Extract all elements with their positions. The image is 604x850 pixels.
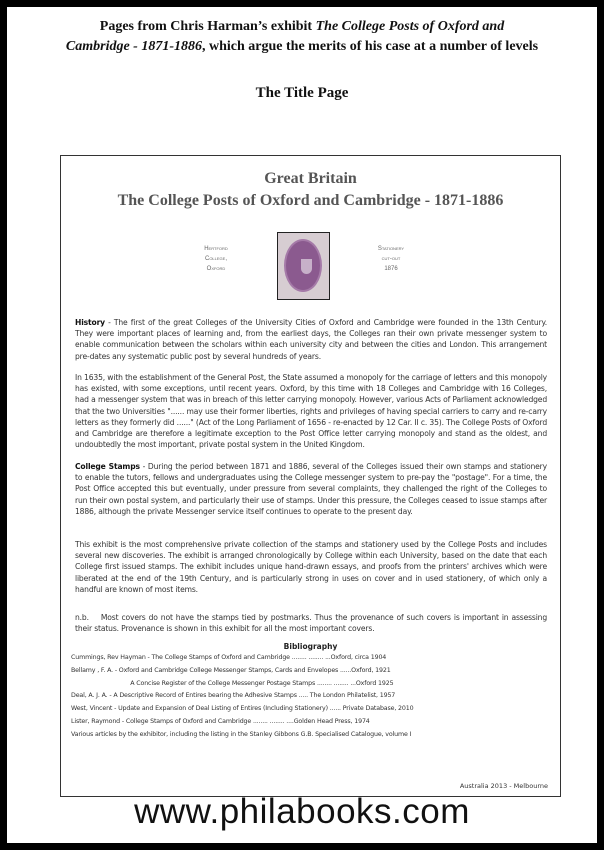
general-post-paragraph: In 1635, with the establishment of the General Post, the State assumed a monopoly for the carriage of letters and this monopoly has existed, with some exceptions, until recent years. Oxford, by this time with 18 Colleges and Cambridge with 16 Colleges, had a messenger system that was in breach of this letter carrying monopoly. However, various Acts of Parliament acknowledged that the two Universities "...... may use their former liberties, rights and privileges of having special carriers to carry and re-carry letters as they formerly did ......" (Act of the Long Parliament of 1656 - re-enacted by 12 Car. II c. 35). The College Posts of Oxford and Cambridge are therefore a legitimate exception to the Post Office letter carrying monopoly and stand as the oldest, and undoubtedly the most important, private postal system in the United Kingdom. (75, 373, 547, 450)
college-stamps-paragraph: College Stamps - During the period between 1871 and 1886, several of the Colleges issued their own stamps and stationery to enable the tutors, fellows and undergraduates using the College messenger system to pre-pay the "postage". For a time, the Post Office accepted this but eventually, under pressure from several complaints, they challenged the right of the Colleges to run their own postal system, and particularly their use of stamps. Under this pressure, the Colleges ceased to issue stamps after 1886, although the private Messenger service itself continues to operate to the present day. (75, 462, 547, 516)
stamp-right-label: Stationery cut-out 1876 (377, 246, 405, 272)
page (7, 7, 597, 843)
caption-text-2: , which argue the merits of his case at a number of levels (202, 39, 539, 54)
exhibition-footer: Australia 2013 - Melbourne (459, 782, 548, 790)
bib-entry: Bellamy , F. A. - Oxford and Cambridge College Messenger Stamps, Cards and Envelopes ......Oxford, 1921 (71, 666, 391, 674)
exhibit-title-page (60, 155, 561, 797)
caption-text: Pages from Chris Harman’s exhibit (99, 19, 316, 34)
exhibit-heading: The College Posts of Oxford and Cambridge - 1871-1886 (117, 192, 504, 209)
stamp-image (277, 232, 330, 300)
bib-entry: Deal, A. J. A. - A Descriptive Record of Entires bearing the Adhesive Stamps ..... The London Philatelist, 1957 (71, 692, 396, 700)
section-subtitle: The Title Page (255, 85, 349, 101)
caption-exhibit-title-2: Cambridge - 1871-1886 (65, 39, 202, 54)
bibliography-list (71, 652, 551, 742)
stamp-left-label: Hertford College, Oxford (204, 246, 228, 272)
bib-entry: Cummings, Rev Hayman - The College Stamps of Oxford and Cambridge ........ ........ ...Oxford, circa 1904 (71, 654, 387, 661)
bib-entry: A Concise Register of the College Messenger Postage Stamps ........ ........ ...Oxford 1925 (71, 679, 394, 687)
country-heading: Great Britain (264, 170, 357, 187)
bib-entry: West, Vincent - Update and Expansion of Deal Listing of Entires (Including Stationery) ...... Private Database, 2010 (71, 705, 414, 713)
bibliography-heading: Bibliography (283, 642, 338, 651)
bib-entry: Lister, Raymond - College Stamps of Oxford and Cambridge ........ ........ ....Golden Head Press, 1974 (71, 717, 370, 725)
history-paragraph: History - The first of the great Colleges of the University Cities of Oxford and Cambridge were founded in the 13th Century. They were important places of learning and, from the earliest days, the Colleges ran their own private messenger system to enable communication between the scholars within each university city and between the cities and London. This arrangement pre-dates any systematic public post by several hundreds of years. (75, 318, 547, 361)
caption-line-1 (7, 17, 597, 37)
nb-paragraph: n.b. Most covers do not have the stamps tied by postmarks. Thus the provenance of such covers is important in assessing their status. Provenance is shown in this exhibit for all the most important covers. (75, 613, 550, 634)
exhibit-paragraph: This exhibit is the most comprehensive private collection of the stamps and stationery used by the College Posts and includes several new discoveries. The exhibit is arranged chronologically by College within each University, based on the date that each College first issued stamps. The exhibit includes unique hand-drawn essays, and proofs from the printers' archives which were liberated at the end of the 19th Century, and is particularly strong in uses on cover and in used stationery, of which only a handful are known of most items. (75, 540, 547, 594)
caption-exhibit-title: The College Posts of Oxford and (315, 19, 505, 34)
bib-entry: Various articles by the exhibitor, including the listing in the Stanley Gibbons G.B. Specialised Catalogue, volume I (71, 730, 412, 738)
watermark-url: www.philabooks.com (134, 792, 470, 831)
caption-line-2 (7, 37, 597, 57)
